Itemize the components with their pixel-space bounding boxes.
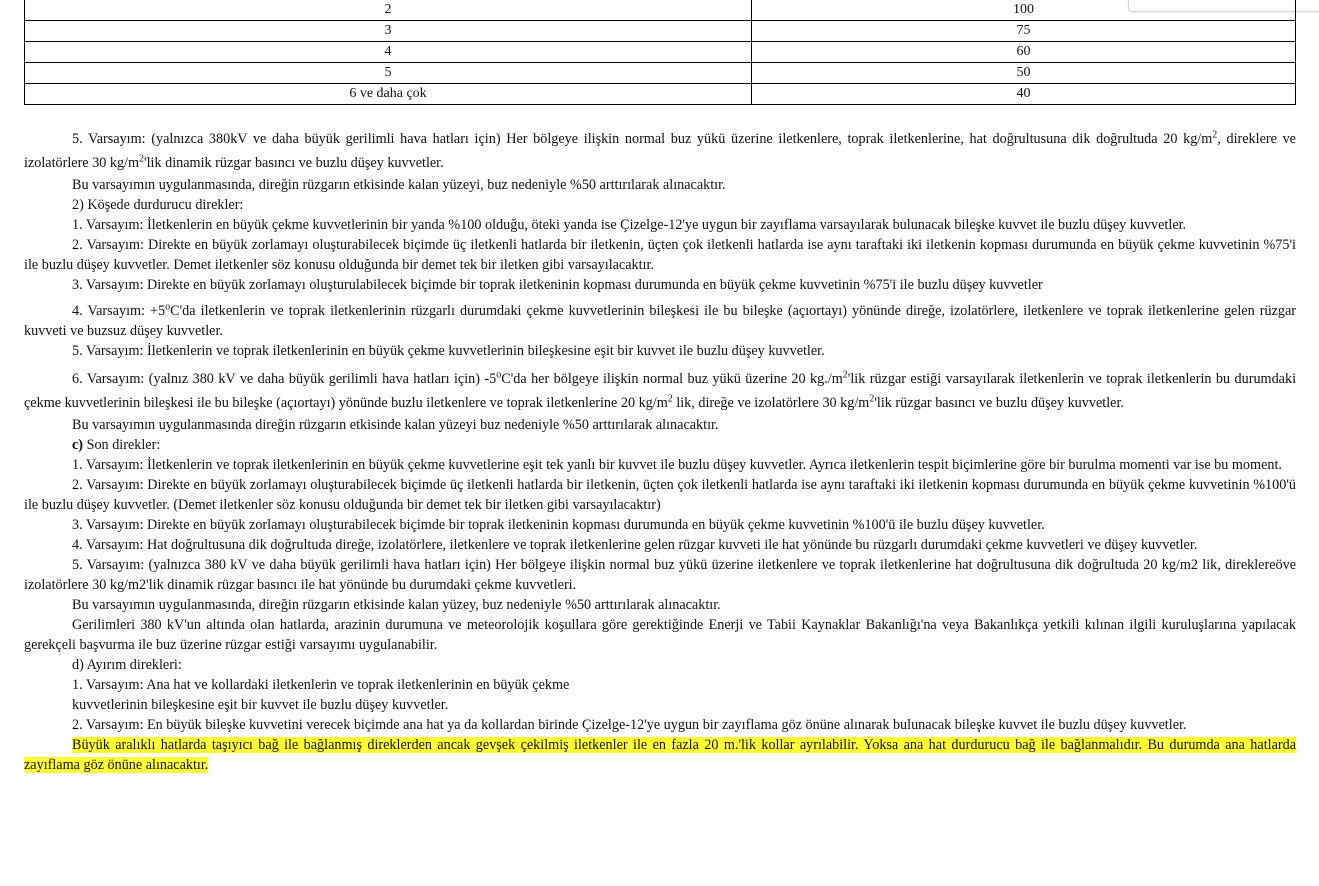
text-run: 4. Varsayım: +5 xyxy=(72,303,166,319)
paragraph: 2. Varsayım: Direkte en büyük zorlamayı oluşturabilecek biçimde üç iletkenli hatlarda bir iletkenin, üçten çok iletkenli hatlarda ise aynı taraftaki iki iletkenin kopması durumunda en büyük çekme kuvvetinin %75'i ile buzlu düşey kuvvetler. Demet iletkenler söz konusu olduğunda bir demet tek bir iletken gibi varsayılacaktır. xyxy=(24,237,1296,273)
paragraph: 3. Varsayım: Direkte en büyük zorlamayı oluşturulabilecek biçimde bir toprak iletkeninin kopması durumunda en büyük çekme kuvvetinin %75'i ile buzlu düşey kuvvetler xyxy=(72,277,1043,293)
table-cell: 40 xyxy=(752,84,1296,105)
superscript: 2 xyxy=(842,369,848,381)
paragraph: 3. Varsayım: Direkte en büyük zorlamayı oluşturabilecek biçimde bir toprak iletkeninin kopması durumunda en büyük çekme kuvvetinin %100'ü ile buzlu düşey kuvvetler. xyxy=(72,517,1045,533)
superscript: 2 xyxy=(1212,129,1218,141)
paragraph: 1. Varsayım: İletkenlerin ve toprak iletkenlerinin en büyük çekme kuvvetlerine eşit tek yanlı bir kuvvet ile buzlu düşey kuvvetler. Ayrıca iletkenlerin tespit biçimlerine göre bir burulma momenti var ise bu moment. xyxy=(72,457,1282,473)
superscript: 2 xyxy=(139,153,145,165)
table-row xyxy=(25,0,1296,21)
weakening-table xyxy=(24,0,1296,105)
paragraph: 4. Varsayım: Hat doğrultusuna dik doğrultuda direğe, izolatörlere, iletkenlere ve toprak iletkenlerine gelen rüzgar kuvveti ile hat yönünde bu rüzgarlı durumdaki çekme kuvvetleri ve düşey kuvvetler. xyxy=(72,537,1198,553)
text-run: 'lik dinamik rüzgar basıncı ve buzlu düşey kuvvetler. xyxy=(144,155,444,171)
table-cell: 100 xyxy=(752,0,1296,21)
paragraph: Gerilimleri 380 kV'un altında olan hatlarda, arazinin durumuna ve meteorolojik koşullara göre gerektiğinde Enerji ve Tabii Kaynaklar Bakanlığı'na veya Bakanlıkça yetkili kılınan ilgili kuruluşlarına yapılacak gerekçeli başvurma ile buz üzerine rüzgar estiği varsayımı uygulanabilir. xyxy=(24,617,1296,653)
paragraph-line: 1. Varsayım: Ana hat ve kollardaki iletkenlerin ve toprak iletkenlerinin en büyük çekme xyxy=(72,677,570,693)
section-heading-branch-poles: d) Ayırım direkleri: xyxy=(72,657,182,673)
document-body xyxy=(24,127,1296,775)
superscript: 2 xyxy=(667,393,673,405)
table-cell: 3 xyxy=(25,21,752,42)
text-run: 6. Varsayım: (yalnız 380 kV ve daha büyük gerilimli hava hatları için) -5 xyxy=(72,371,497,387)
section-heading-corner-poles: 2) Köşede durdurucu direkler: xyxy=(72,197,244,213)
text-run: C'da her bölgeye ilişkin normal buz yükü üzerine 20 kg./m xyxy=(501,371,843,387)
table-row xyxy=(25,84,1296,105)
paragraph-assumption-5 xyxy=(24,127,1296,175)
highlighted-text: Büyük aralıklı hatlarda taşıyıcı bağ ile bağlanmış direklerden ancak gevşek çekilmiş iletkenler ile en fazla 20 m.'lik kollar ayrılabilir. Yoksa ana hat durdurucu bağ ile bağlanmalıdır. Bu durumda ana hatlarda zayıflama göz önüne alınacaktır. xyxy=(24,737,1296,773)
section-marker: c) xyxy=(72,437,84,453)
paragraph: 5. Varsayım: (yalnızca 380 kV ve daha büyük gerilimli hava hatları için) Her bölgeye ilişkin normal buz yükü üzerine iletkenlere ve toprak iletkenlerine hat doğrultusuna dik doğrultuda 20 kg/m2 lik, direklereöve izolatörlere 30 kg/m2'lik dinamik rüzgar basıncı ile hat yönünde bu durumdaki çekme kuvvetleri. xyxy=(24,557,1296,593)
table-row xyxy=(25,21,1296,42)
highlighted-paragraph xyxy=(24,735,1296,775)
text-run: C'da iletkenlerin ve toprak iletkenlerinin rüzgarlı durumdaki çekme kuvvetlerinin bileşkesi ile bu bileşke (açıortayı) yönünde direğe, izolatörlere, iletkenlere ve toprak iletkenlerine gelen rüzgar kuvveti ve buzsuz düşey kuvvetler. xyxy=(24,303,1296,339)
text-run: 'lik rüzgar estiği varsayılarak iletkenlerin ve toprak iletkenlerin bu durumdaki çekme kuvvetlerinin bileşkesi ile bu bileşke (açıortayı) yönünde buzlu iletkenlere ve toprak iletkenlerine 20 kg/m xyxy=(24,371,1297,411)
section-heading-end-poles xyxy=(24,435,1296,455)
paragraph: 2. Varsayım: Direkte en büyük zorlamayı oluşturabilecek biçimde üç iletkenli hatlarda bir iletkenin, üçten çok iletkenli hatlarda ise aynı taraftaki iki iletkenin kopması durumunda en büyük çekme kuvvetinin %100'ü ile buzlu düşey kuvvetler. (Demet iletkenler söz konusu olduğunda bir demet tek bir iletken gibi varsayılacaktır) xyxy=(24,477,1296,513)
superscript: 2 xyxy=(869,393,875,405)
table-cell: 60 xyxy=(752,42,1296,63)
table-cell: 50 xyxy=(752,63,1296,84)
paragraph: 2. Varsayım: En büyük bileşke kuvvetini verecek biçimde ana hat ya da kollardan birinde Çizelge-12'ye uygun bir zayıflama göz önüne alınarak bulunacak bileşke kuvvet ile buzlu düşey kuvvetler. xyxy=(72,717,1187,733)
paragraph xyxy=(24,367,1296,415)
text-run: 'lik rüzgar basıncı ve buzlu düşey kuvvetler. xyxy=(874,395,1124,411)
table-cell: 4 xyxy=(25,42,752,63)
paragraph xyxy=(24,301,1296,341)
paragraph: Bu varsayımın uygulanmasında direğin rüzgarın etkisinde kalan yüzeyi buz nedeniyle %50 arttırılarak alınacaktır. xyxy=(72,417,719,433)
table-cell: 6 ve daha çok xyxy=(25,84,752,105)
text-run: Son direkler: xyxy=(83,437,161,453)
paragraph: 5. Varsayım: İletkenlerin ve toprak iletkenlerinin en büyük çekme kuvvetlerinin bileşkesine eşit bir kuvvet ile buzlu düşey kuvvetler. xyxy=(72,343,825,359)
superscript: o xyxy=(165,301,171,313)
paragraph: 1. Varsayım: İletkenlerin en büyük çekme kuvvetlerinin bir yanda %100 olduğu, öteki yanda ise Çizelge-12'ye uygun bir zayıflama varsayılarak bulunacak bileşke kuvvet ile buzlu düşey kuvvetler. xyxy=(72,217,1187,233)
table-cell: 75 xyxy=(752,21,1296,42)
table-row xyxy=(25,63,1296,84)
paragraph: Bu varsayımın uygulanmasında, direğin rüzgarın etkisinde kalan yüzeyi, buz nedeniyle %50 arttırılarak alınacaktır. xyxy=(72,177,726,193)
superscript: o xyxy=(496,369,502,381)
paragraph-line: kuvvetlerinin bileşkesine eşit bir kuvvet ile buzlu düşey kuvvetler. xyxy=(72,697,449,713)
table-row xyxy=(25,42,1296,63)
text-run: , direklere ve izolatörlere 30 kg/m xyxy=(24,131,1296,171)
table-cell: 5 xyxy=(25,63,752,84)
text-run: 5. Varsayım: (yalnızca 380kV ve daha büyük gerilimli hava hatları için) Her bölgeye ilişkin normal buz yükü üzerine iletkenlere, toprak iletkenlerine, hat doğrultusuna dik doğrultuda 20 kg/m xyxy=(72,131,1213,147)
text-run: lik, direğe ve izolatörlere 30 kg/m xyxy=(672,395,870,411)
table-cell: 2 xyxy=(25,0,752,21)
paragraph: Bu varsayımın uygulanmasında, direğin rüzgarın etkisinde kalan yüzey, buz nedeniyle %50 arttırılarak alınacaktır. xyxy=(72,597,721,613)
